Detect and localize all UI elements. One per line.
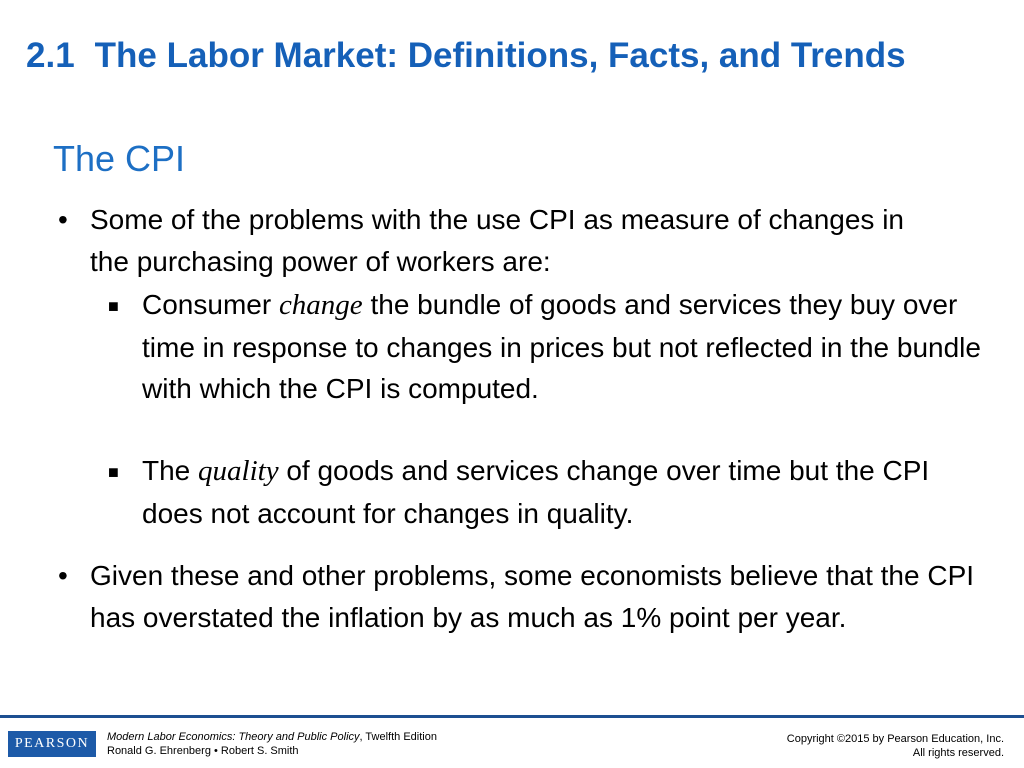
square-bullet-icon: ■ <box>108 296 119 316</box>
slide-subtitle: The CPI <box>53 138 186 179</box>
slide-title <box>26 36 906 76</box>
book-authors: Ronald G. Ehrenberg • Robert S. Smith <box>107 745 299 757</box>
bullet-text: Given these and other problems, some economists believe that the CPI has overstated the inflation by as much as 1% point per year. <box>90 560 975 633</box>
book-title: Modern Labor Economics: Theory and Public Policy <box>107 731 360 743</box>
sub-bullet-text-part: Consumer <box>142 289 279 320</box>
sub-bullet-text-part: the bundle of goods and services they buy over time in response to changes in prices but not reflected in the bundle with which the CPI is computed. <box>142 289 981 404</box>
bullet-marker: • <box>58 204 68 235</box>
square-bullet-icon: ■ <box>108 462 119 482</box>
sub-bullet-text-part: of goods and services change over time but the CPI does not account for changes in quality. <box>142 455 930 529</box>
footer-book-info <box>107 730 437 758</box>
bullet-marker: • <box>58 560 68 591</box>
section-number: 2.1 <box>26 36 75 75</box>
book-edition: , Twelfth Edition <box>359 731 437 743</box>
rights-text: All rights reserved. <box>912 747 1004 759</box>
sub-bullet-text <box>142 284 988 410</box>
bullet-text: Some of the problems with the use CPI as measure of changes in the purchasing power of workers are: <box>90 204 904 277</box>
pearson-logo: PEARSON <box>8 731 96 757</box>
sub-bullet-text-part: The <box>142 455 199 486</box>
emphasis-text: change <box>278 289 363 321</box>
title-text: The Labor Market: Definitions, Facts, and Trends <box>94 36 906 75</box>
copyright-text: Copyright ©2015 by Pearson Education, Inc. <box>786 733 1004 745</box>
sub-bullet-text <box>142 450 988 534</box>
emphasis-text: quality <box>198 455 279 487</box>
footer-divider <box>0 715 1024 718</box>
footer-copyright <box>787 732 1004 760</box>
